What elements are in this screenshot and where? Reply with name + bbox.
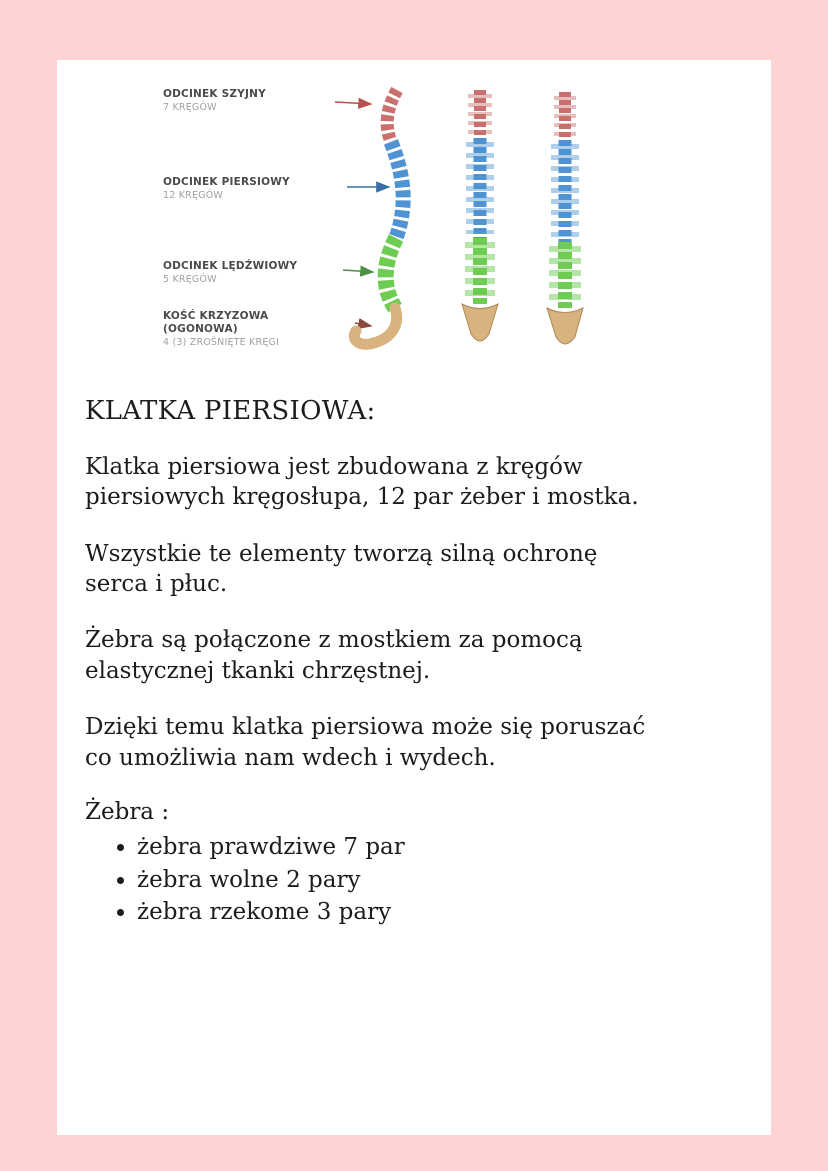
arrow-lumbar	[343, 270, 373, 272]
side-thoracic-section	[391, 142, 403, 238]
back-sacrum	[547, 308, 583, 344]
label-title: ODCINEK SZYJNY	[163, 88, 266, 100]
paragraph-4: Dzięki temu klatka piersiowa może się poruszać co umożliwia nam wdech i wydech.	[85, 714, 646, 771]
front-sacrum	[462, 304, 498, 341]
side-lumbar-section	[386, 238, 396, 308]
label-arrows	[335, 102, 389, 326]
paragraph-3: Żebra są połączone z mostkiem za pomocą elastycznej tkanki chrzęstnej.	[85, 627, 583, 684]
diagram-label-sacrum	[163, 310, 338, 349]
list-item: • żebra prawdziwe 7 par	[137, 831, 660, 864]
spine-diagram	[85, 80, 743, 372]
paragraph-2: Wszystkie te elementy tworzą silną ochronę serca i płuc.	[85, 540, 598, 598]
label-title: KOŚĆ KRZYZOWA (OGONOWA)	[163, 310, 269, 336]
spine-front-view	[462, 90, 498, 341]
spine-side-view	[354, 90, 403, 344]
text-content	[85, 396, 660, 929]
list-item: • żebra rzekome 3 pary	[137, 896, 660, 929]
arrow-cervical	[335, 102, 371, 104]
label-subtitle: 7 KRĘGÓW	[163, 102, 217, 114]
diagram-label-lumbar	[163, 260, 297, 286]
diagram-label-cervical	[163, 88, 266, 114]
diagram-label-thoracic	[163, 176, 290, 202]
side-cervical-section	[387, 90, 397, 142]
ribs-list	[85, 831, 660, 929]
ribs-list-heading: Żebra :	[85, 798, 170, 825]
label-subtitle: 12 KRĘGÓW	[163, 190, 223, 202]
side-sacrum-coccyx	[354, 308, 396, 344]
page-heading: KLATKA PIERSIOWA:	[85, 396, 376, 426]
label-title: ODCINEK PIERSIOWY	[163, 176, 290, 188]
list-item: • żebra wolne 2 pary	[137, 864, 660, 897]
spine-back-view	[547, 92, 583, 344]
paragraph-1: Klatka piersiowa jest zbudowana z kręgów piersiowych kręgosłupa, 12 par żeber i mostka.	[85, 454, 639, 511]
label-subtitle: 4 (3) ZROŚNIĘTE KRĘGI	[163, 337, 280, 349]
label-subtitle: 5 KRĘGÓW	[163, 274, 217, 286]
label-title: ODCINEK LĘDŹWIOWY	[163, 260, 298, 272]
arrow-sacrum	[355, 323, 371, 326]
content-card	[57, 60, 771, 1135]
